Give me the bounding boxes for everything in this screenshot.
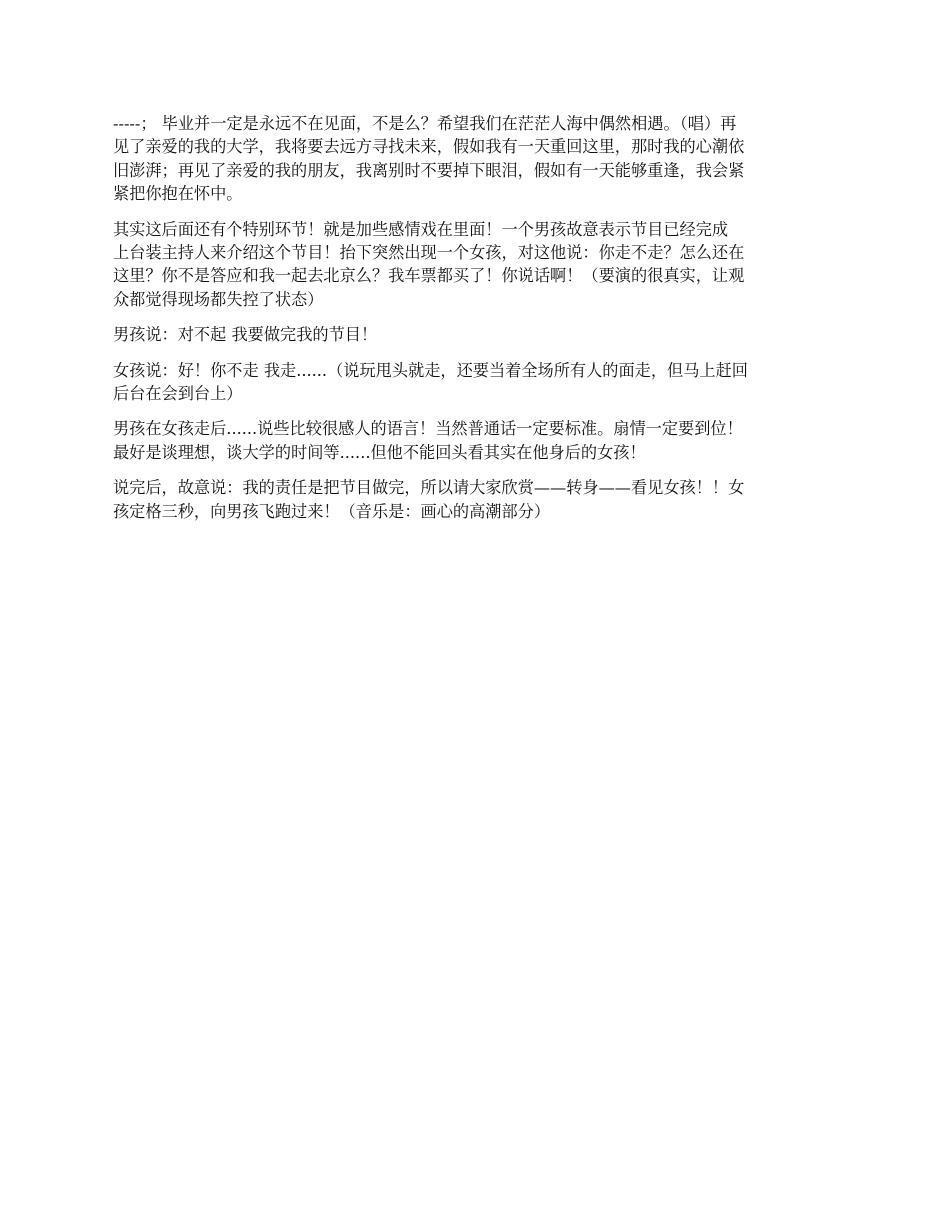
text-line: 孩定格三秒，向男孩飞跑过来！（音乐是：画心的高潮部分） — [113, 501, 551, 521]
text-line: 上台装主持人来介绍这个节目！抬下突然出现一个女孩，对这他说：你走不走？怎么还在 — [113, 243, 745, 263]
text-line: 后台在会到台上） — [113, 384, 243, 404]
document-body — [113, 112, 840, 535]
paragraph-boy-speech — [113, 417, 840, 464]
paragraph-special-segment — [113, 218, 840, 312]
paragraph-girl-says — [113, 359, 840, 406]
text-line: 男孩在女孩走后......说些比较很感人的语言！当然普通话一定要标准。扇情一定要到位！ — [113, 419, 743, 439]
text-line: 女孩说：好！你不走 我走......（说玩甩头就走，还要当着全场所有人的面走，但马上赶回 — [113, 360, 748, 380]
text-line: 旧澎湃；再见了亲爱的我的朋友，我离别时不要掉下眼泪，假如有一天能够重逢，我会紧 — [113, 160, 745, 180]
text-line: 男孩说：对不起 我要做完我的节目！ — [113, 325, 378, 345]
paragraph-ending — [113, 476, 840, 523]
text-line: 见了亲爱的我的大学，我将要去远方寻找未来，假如我有一天重回这里，那时我的心潮依 — [113, 137, 745, 157]
text-line: 说完后，故意说：我的责任是把节目做完，所以请大家欣赏——转身——看见女孩！！女 — [113, 478, 745, 498]
text-line: -----； 毕业并一定是永远不在见面，不是么？希望我们在茫茫人海中偶然相遇。（唱）再 — [113, 114, 737, 133]
paragraph-farewell-song — [113, 112, 840, 206]
text-line: 最好是谈理想，谈大学的时间等......但他不能回头看其实在他身后的女孩！ — [113, 442, 646, 462]
text-line: 其实这后面还有个特别环节！就是加些感情戏在里面！一个男孩故意表示节目已经完成 — [113, 219, 729, 239]
text-line: 这里？你不是答应和我一起去北京么？我车票都买了！你说话啊！（要演的很真实，让观 — [113, 266, 745, 286]
text-line: 紧把你抱在怀中。 — [113, 184, 243, 204]
text-line: 众都觉得现场都失控了状态） — [113, 289, 324, 309]
paragraph-boy-says — [113, 323, 840, 346]
